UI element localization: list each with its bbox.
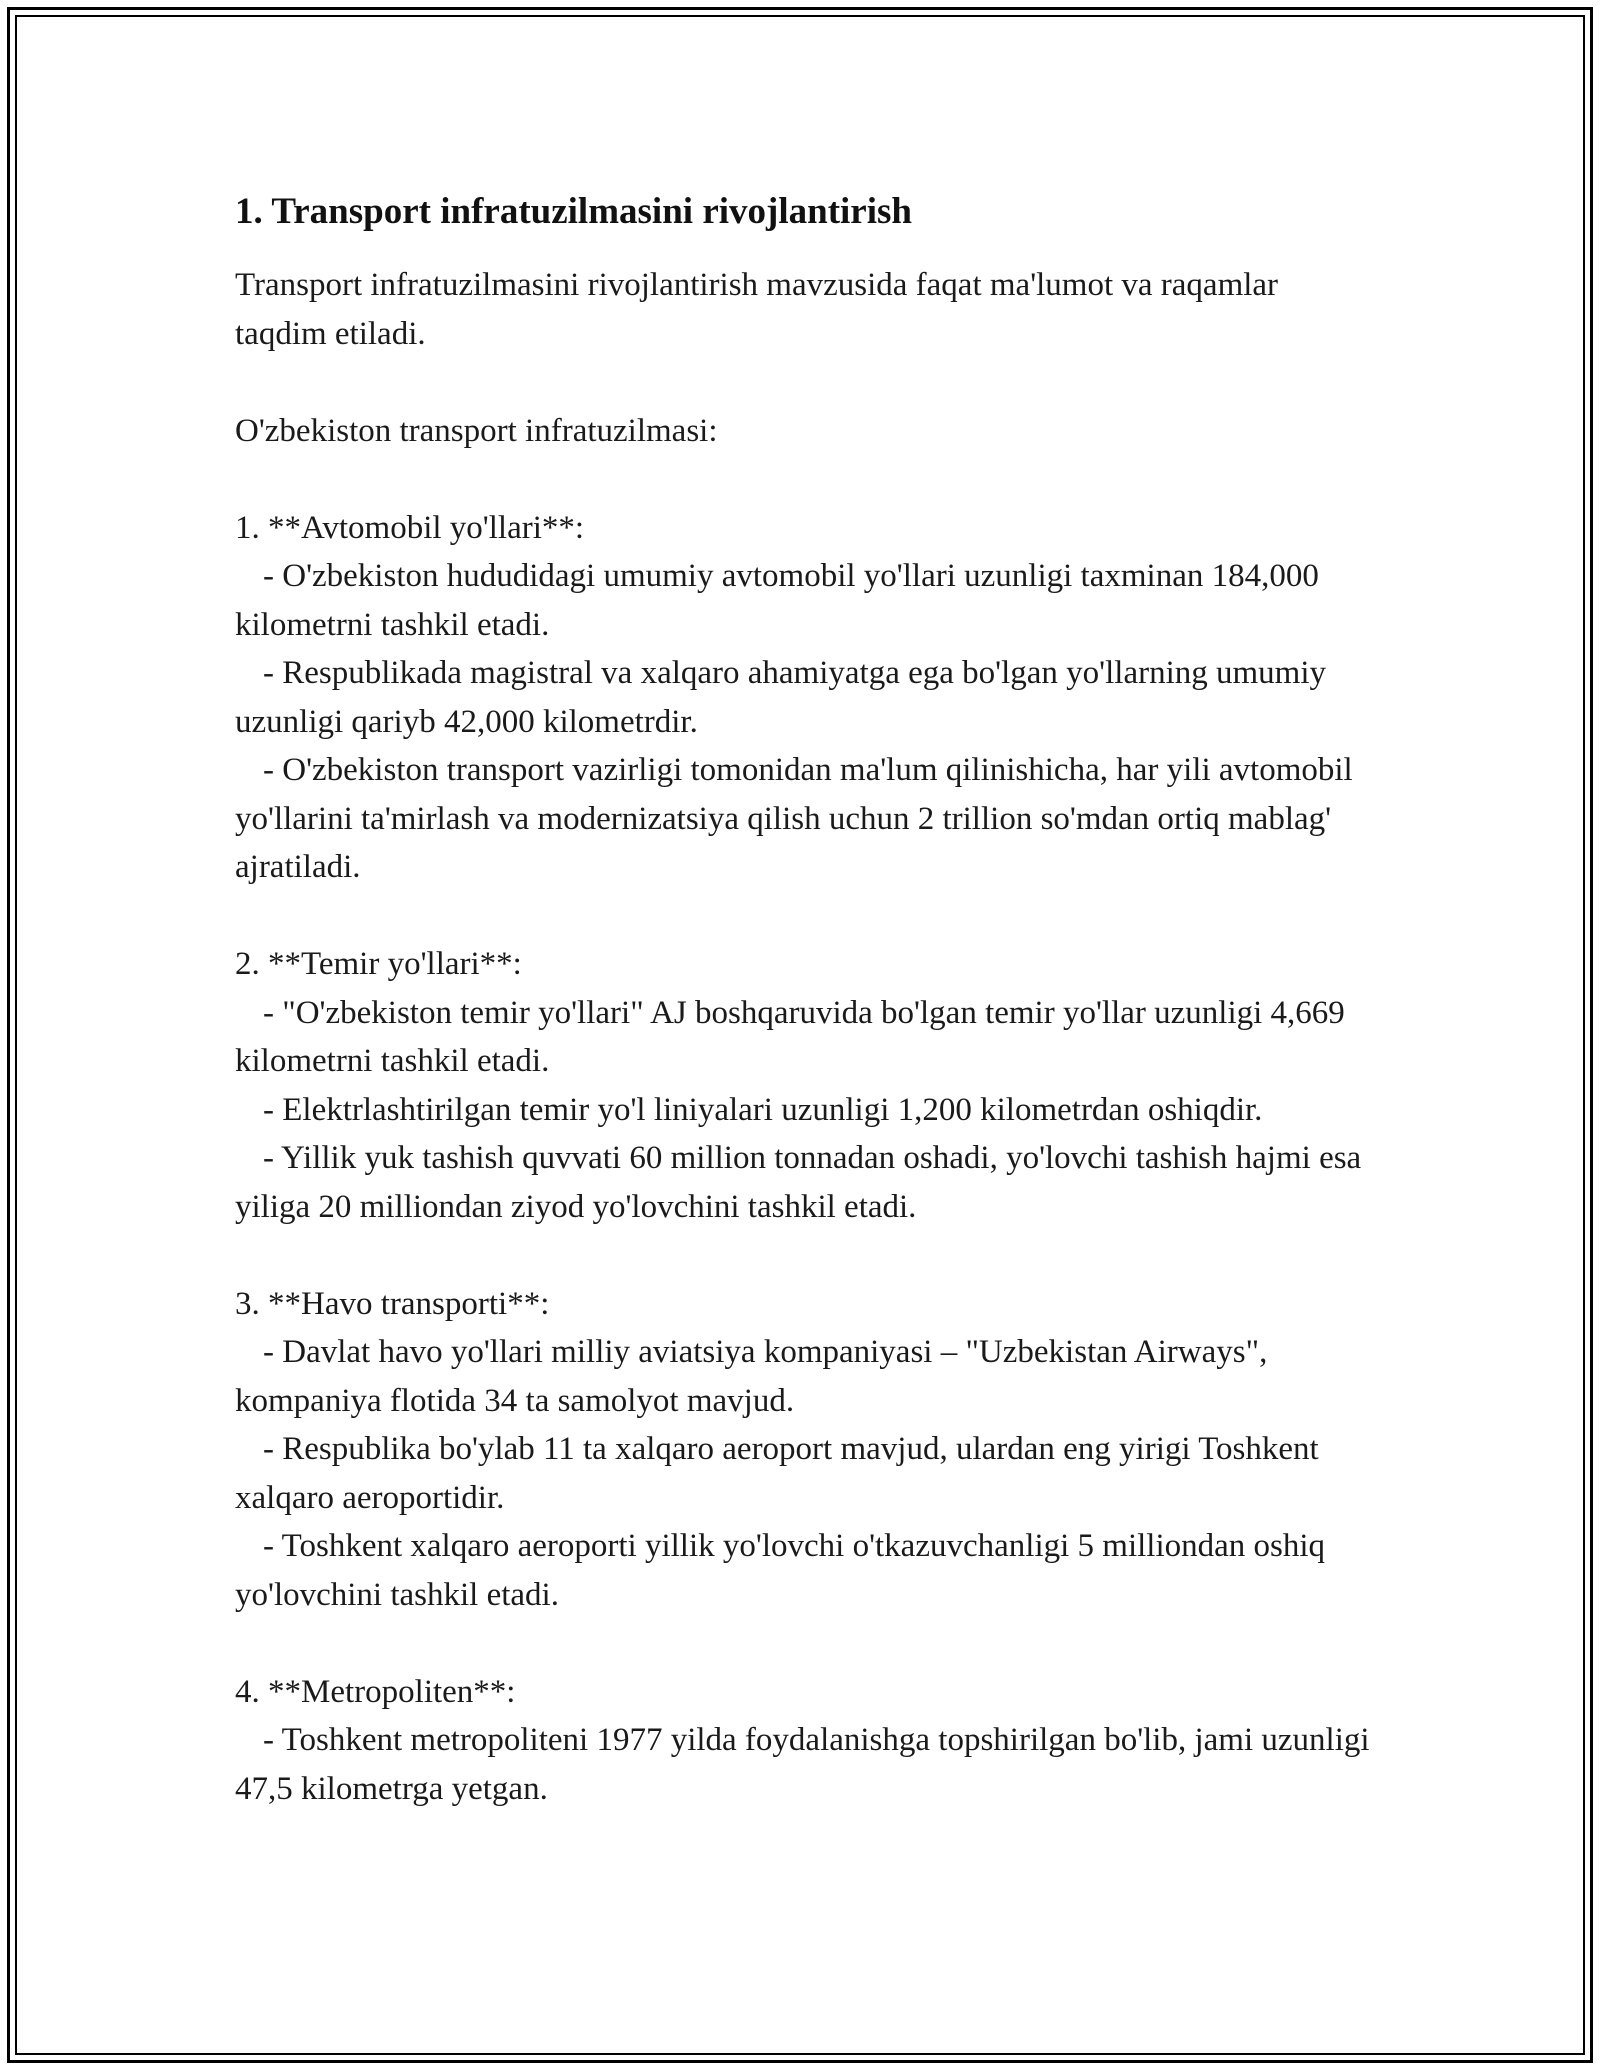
overview-heading: O'zbekiston transport infratuzilmasi:	[235, 412, 718, 449]
section-metro	[235, 1668, 1375, 1814]
spacer	[235, 455, 1375, 504]
list-item: - Respublikada magistral va xalqaro ahamiyatga ega bo'lgan yo'llarning umumiy uzunligi qariyb 42,000 kilometrdir.	[235, 655, 1327, 740]
section-heading: 2. **Temir yo'llari**:	[235, 946, 522, 982]
list-item: - Yillik yuk tashish quvvati 60 million tonnadan oshadi, yo'lovchi tashish hajmi esa yiliga 20 milliondan ziyod yo'lovchini tashkil etadi.	[235, 1140, 1362, 1225]
list-item: - Respublika bo'ylab 11 ta xalqaro aeroport mavjud, ulardan eng yirigi Toshkent xalqaro aeroportidir.	[235, 1431, 1319, 1516]
list-item: - Elektrlashtirilgan temir yo'l liniyalari uzunligi 1,200 kilometrdan oshiqdir.	[263, 1091, 1263, 1128]
list-item: - O'zbekiston hududidagi umumiy avtomobil yo'llari uzunligi taxminan 184,000 kilometrni tashkil etadi.	[235, 558, 1319, 643]
list-item: - O'zbekiston transport vazirligi tomonidan ma'lum qilinishicha, har yili avtomobil yo'llarini ta'mirlash va modernizatsiya qilish uchun 2 trillion so'mdan ortiq mablag' ajratiladi.	[235, 752, 1353, 885]
section-railways	[235, 940, 1375, 1231]
section-heading: 4. **Metropoliten**:	[235, 1673, 516, 1710]
section-heading: 1. **Avtomobil yo'llari**:	[235, 509, 585, 546]
section-heading: 3. **Havo transporti**:	[235, 1285, 550, 1322]
document-body	[235, 188, 1375, 1813]
spacer	[235, 892, 1375, 941]
section-air-transport	[235, 1280, 1375, 1620]
list-item: - Toshkent xalqaro aeroporti yillik yo'lovchi o'tkazuvchanligi 5 milliondan oshiq yo'lovchini tashkil etadi.	[235, 1528, 1326, 1613]
section-roads	[235, 504, 1375, 892]
list-item: - Toshkent metropoliteni 1977 yilda foydalanishga topshirilgan bo'lib, jami uzunligi 47,5 kilometrga yetgan.	[235, 1722, 1370, 1807]
intro-paragraph: Transport infratuzilmasini rivojlantirish mavzusida faqat ma'lumot va raqamlar taqdim etiladi.	[235, 267, 1279, 352]
list-item: - "O'zbekiston temir yo'llari" AJ boshqaruvida bo'lgan temir yo'llar uzunligi 4,669 kilometrni tashkil etadi.	[235, 994, 1345, 1079]
spacer	[235, 1619, 1375, 1668]
spacer	[235, 358, 1375, 407]
spacer	[235, 1231, 1375, 1280]
document-title: 1. Transport infratuzilmasini rivojlantirish	[235, 191, 912, 232]
list-item: - Davlat havo yo'llari milliy aviatsiya kompaniyasi – "Uzbekistan Airways", kompaniya flotida 34 ta samolyot mavjud.	[235, 1334, 1268, 1419]
